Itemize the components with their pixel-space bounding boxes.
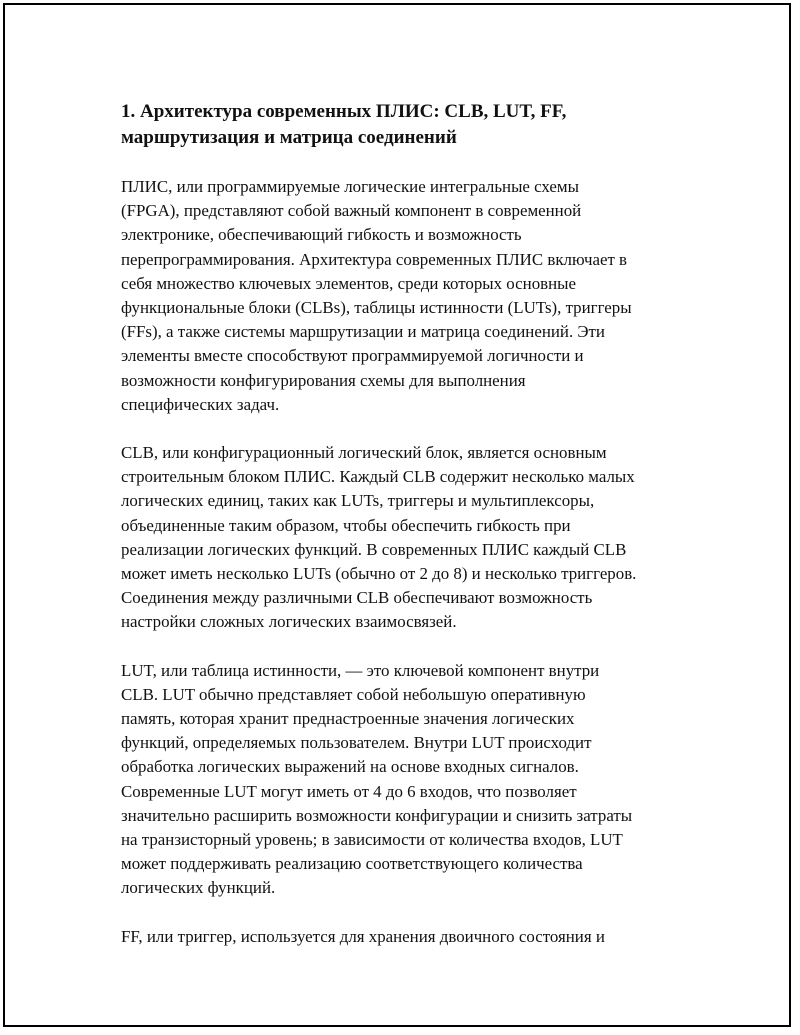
paragraph-line: логических функций. (121, 878, 276, 898)
paragraph-line: обработка логических выражений на основе входных сигналов. (121, 757, 579, 777)
paragraph-line: ПЛИС, или программируемые логические интегральные схемы (121, 177, 579, 196)
paragraph-line: элементы вместе способствуют программируемой логичности и (121, 346, 584, 366)
paragraph-clb (121, 441, 701, 635)
paragraph-fpga-intro (121, 175, 701, 417)
paragraph-line: Соединения между различными CLB обеспечивают возможность (121, 588, 593, 608)
section-title-line: маршрутизация и матрица соединений (121, 127, 457, 148)
paragraph-line: специфических задач. (121, 394, 280, 414)
paragraph-line: (FFs), а также системы маршрутизации и матрица соединений. Эти (121, 322, 605, 342)
paragraph-line: строительным блоком ПЛИС. Каждый CLB содержит несколько малых (121, 467, 635, 487)
document-content (121, 99, 701, 973)
paragraph-line: функциональные блоки (CLBs), таблицы истинности (LUTs), триггеры (121, 298, 632, 318)
paragraph-line: память, которая хранит преднастроенные значения логических (121, 709, 575, 729)
paragraph-line: CLB. LUT обычно представляет собой небольшую оперативную (121, 684, 586, 704)
section-title-line: 1. Архитектура современных ПЛИС: CLB, LUT, FF, (121, 101, 567, 122)
paragraph-lut (121, 659, 701, 901)
paragraph-line: настройки сложных логических взаимосвязей. (121, 612, 457, 632)
paragraph-line: LUT, или таблица истинности, — это ключевой компонент внутри (121, 660, 600, 680)
paragraph-line: FF, или триггер, используется для хранения двоичного состояния и (121, 926, 605, 946)
paragraph-line: может иметь несколько LUTs (обычно от 2 до 8) и несколько триггеров. (121, 564, 637, 584)
paragraph-line: электронике, обеспечивающий гибкость и возможность (121, 225, 522, 245)
paragraph-line: логических единиц, таких как LUTs, триггеры и мультиплексоры, (121, 491, 595, 511)
paragraph-line: себя множество ключевых элементов, среди которых основные (121, 273, 577, 293)
paragraph-line: на транзисторный уровень; в зависимости от количества входов, LUT (121, 830, 623, 850)
paragraph-line: объединенные таким образом, чтобы обеспечить гибкость при (121, 515, 571, 535)
paragraph-line: CLB, или конфигурационный логический блок, является основным (121, 443, 607, 463)
paragraph-line: Современные LUT могут иметь от 4 до 6 входов, что позволяет (121, 781, 577, 801)
paragraph-line: функций, определяемых пользователем. Внутри LUT происходит (121, 733, 592, 753)
page-frame (3, 3, 791, 1027)
paragraph-line: перепрограммирования. Архитектура современных ПЛИС включает в (121, 249, 628, 269)
paragraph-ff (121, 925, 701, 949)
paragraph-line: может поддерживать реализацию соответствующего количества (121, 854, 583, 874)
paragraph-line: возможности конфигурирования схемы для выполнения (121, 370, 526, 390)
paragraph-line: реализации логических функций. В современных ПЛИС каждый CLB (121, 539, 627, 559)
section-title (121, 99, 701, 151)
paragraph-line: значительно расширить возможности конфигурации и снизить затраты (121, 805, 633, 825)
paragraph-line: (FPGA), представляют собой важный компонент в современной (121, 201, 582, 221)
